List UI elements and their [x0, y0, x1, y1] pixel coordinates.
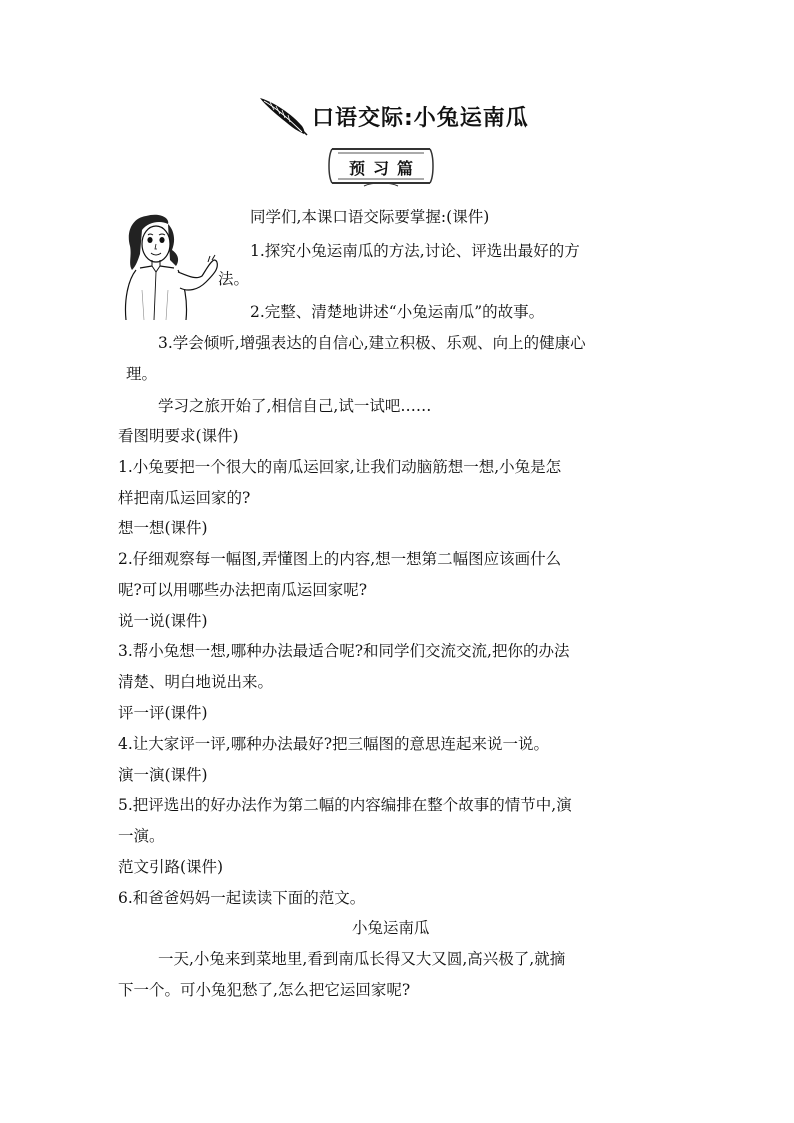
section-6-line-1: 6.和爸爸妈妈一起读读下面的范文。: [118, 889, 366, 907]
teacher-illustration: [118, 210, 222, 322]
section-1-line-1: 1.小兔要把一个很大的南瓜运回家,让我们动脑筋想一想,小兔是怎: [118, 458, 562, 476]
goal-1-line-2: 法。: [218, 270, 250, 288]
title-row: [258, 94, 529, 138]
story-line-2: 下一个。可小兔犯愁了,怎么把它运回家呢?: [118, 981, 411, 999]
section-4-line-1: 4.让大家评一评,哪种办法最好?把三幅图的意思连起来说一说。: [118, 735, 550, 753]
section-banner: [328, 146, 434, 188]
section-5-line-1: 5.把评选出的好办法作为第二幅的内容编排在整个故事的情节中,演: [118, 796, 572, 814]
goal-2: 2.完整、清楚地讲述“小兔运南瓜”的故事。: [250, 303, 545, 321]
section-6-heading: 范文引路(课件): [118, 858, 224, 876]
section-3-heading: 说一说(课件): [118, 612, 208, 630]
section-3-line-2: 清楚、明白地说出来。: [118, 673, 274, 691]
closing-text: 学习之旅开始了,相信自己,试一试吧……: [158, 397, 432, 415]
section-1-heading: 看图明要求(课件): [118, 427, 239, 445]
section-2-heading: 想一想(课件): [118, 519, 208, 537]
section-4-heading: 评一评(课件): [118, 704, 208, 722]
section-1-line-2: 样把南瓜运回家的?: [118, 489, 251, 507]
goal-1-line-1: 1.探究小兔运南瓜的方法,讨论、评选出最好的方: [250, 242, 580, 260]
section-5-heading: 演一演(课件): [118, 766, 208, 784]
section-2-line-2: 呢?可以用哪些办法把南瓜运回家呢?: [118, 581, 368, 599]
story-title: 小兔运南瓜: [352, 919, 430, 937]
goal-3-line-2: 理。: [126, 365, 158, 383]
intro-lead: 同学们,本课口语交际要掌握:(课件): [250, 208, 490, 226]
banner-label: 预习篇: [348, 159, 421, 178]
section-2-line-1: 2.仔细观察每一幅图,弄懂图上的内容,想一想第二幅图应该画什么: [118, 550, 562, 568]
page-title: 口语交际:小兔运南瓜: [312, 105, 529, 131]
story-line-1: 一天,小兔来到菜地里,看到南瓜长得又大又圆,高兴极了,就摘: [158, 950, 566, 968]
section-3-line-1: 3.帮小兔想一想,哪种办法最适合呢?和同学们交流交流,把你的办法: [118, 642, 570, 660]
feather-quill-icon: [258, 96, 308, 136]
goal-3-line-1: 3.学会倾听,增强表达的自信心,建立积极、乐观、向上的健康心: [158, 334, 586, 352]
section-5-line-2: 一演。: [118, 827, 165, 845]
